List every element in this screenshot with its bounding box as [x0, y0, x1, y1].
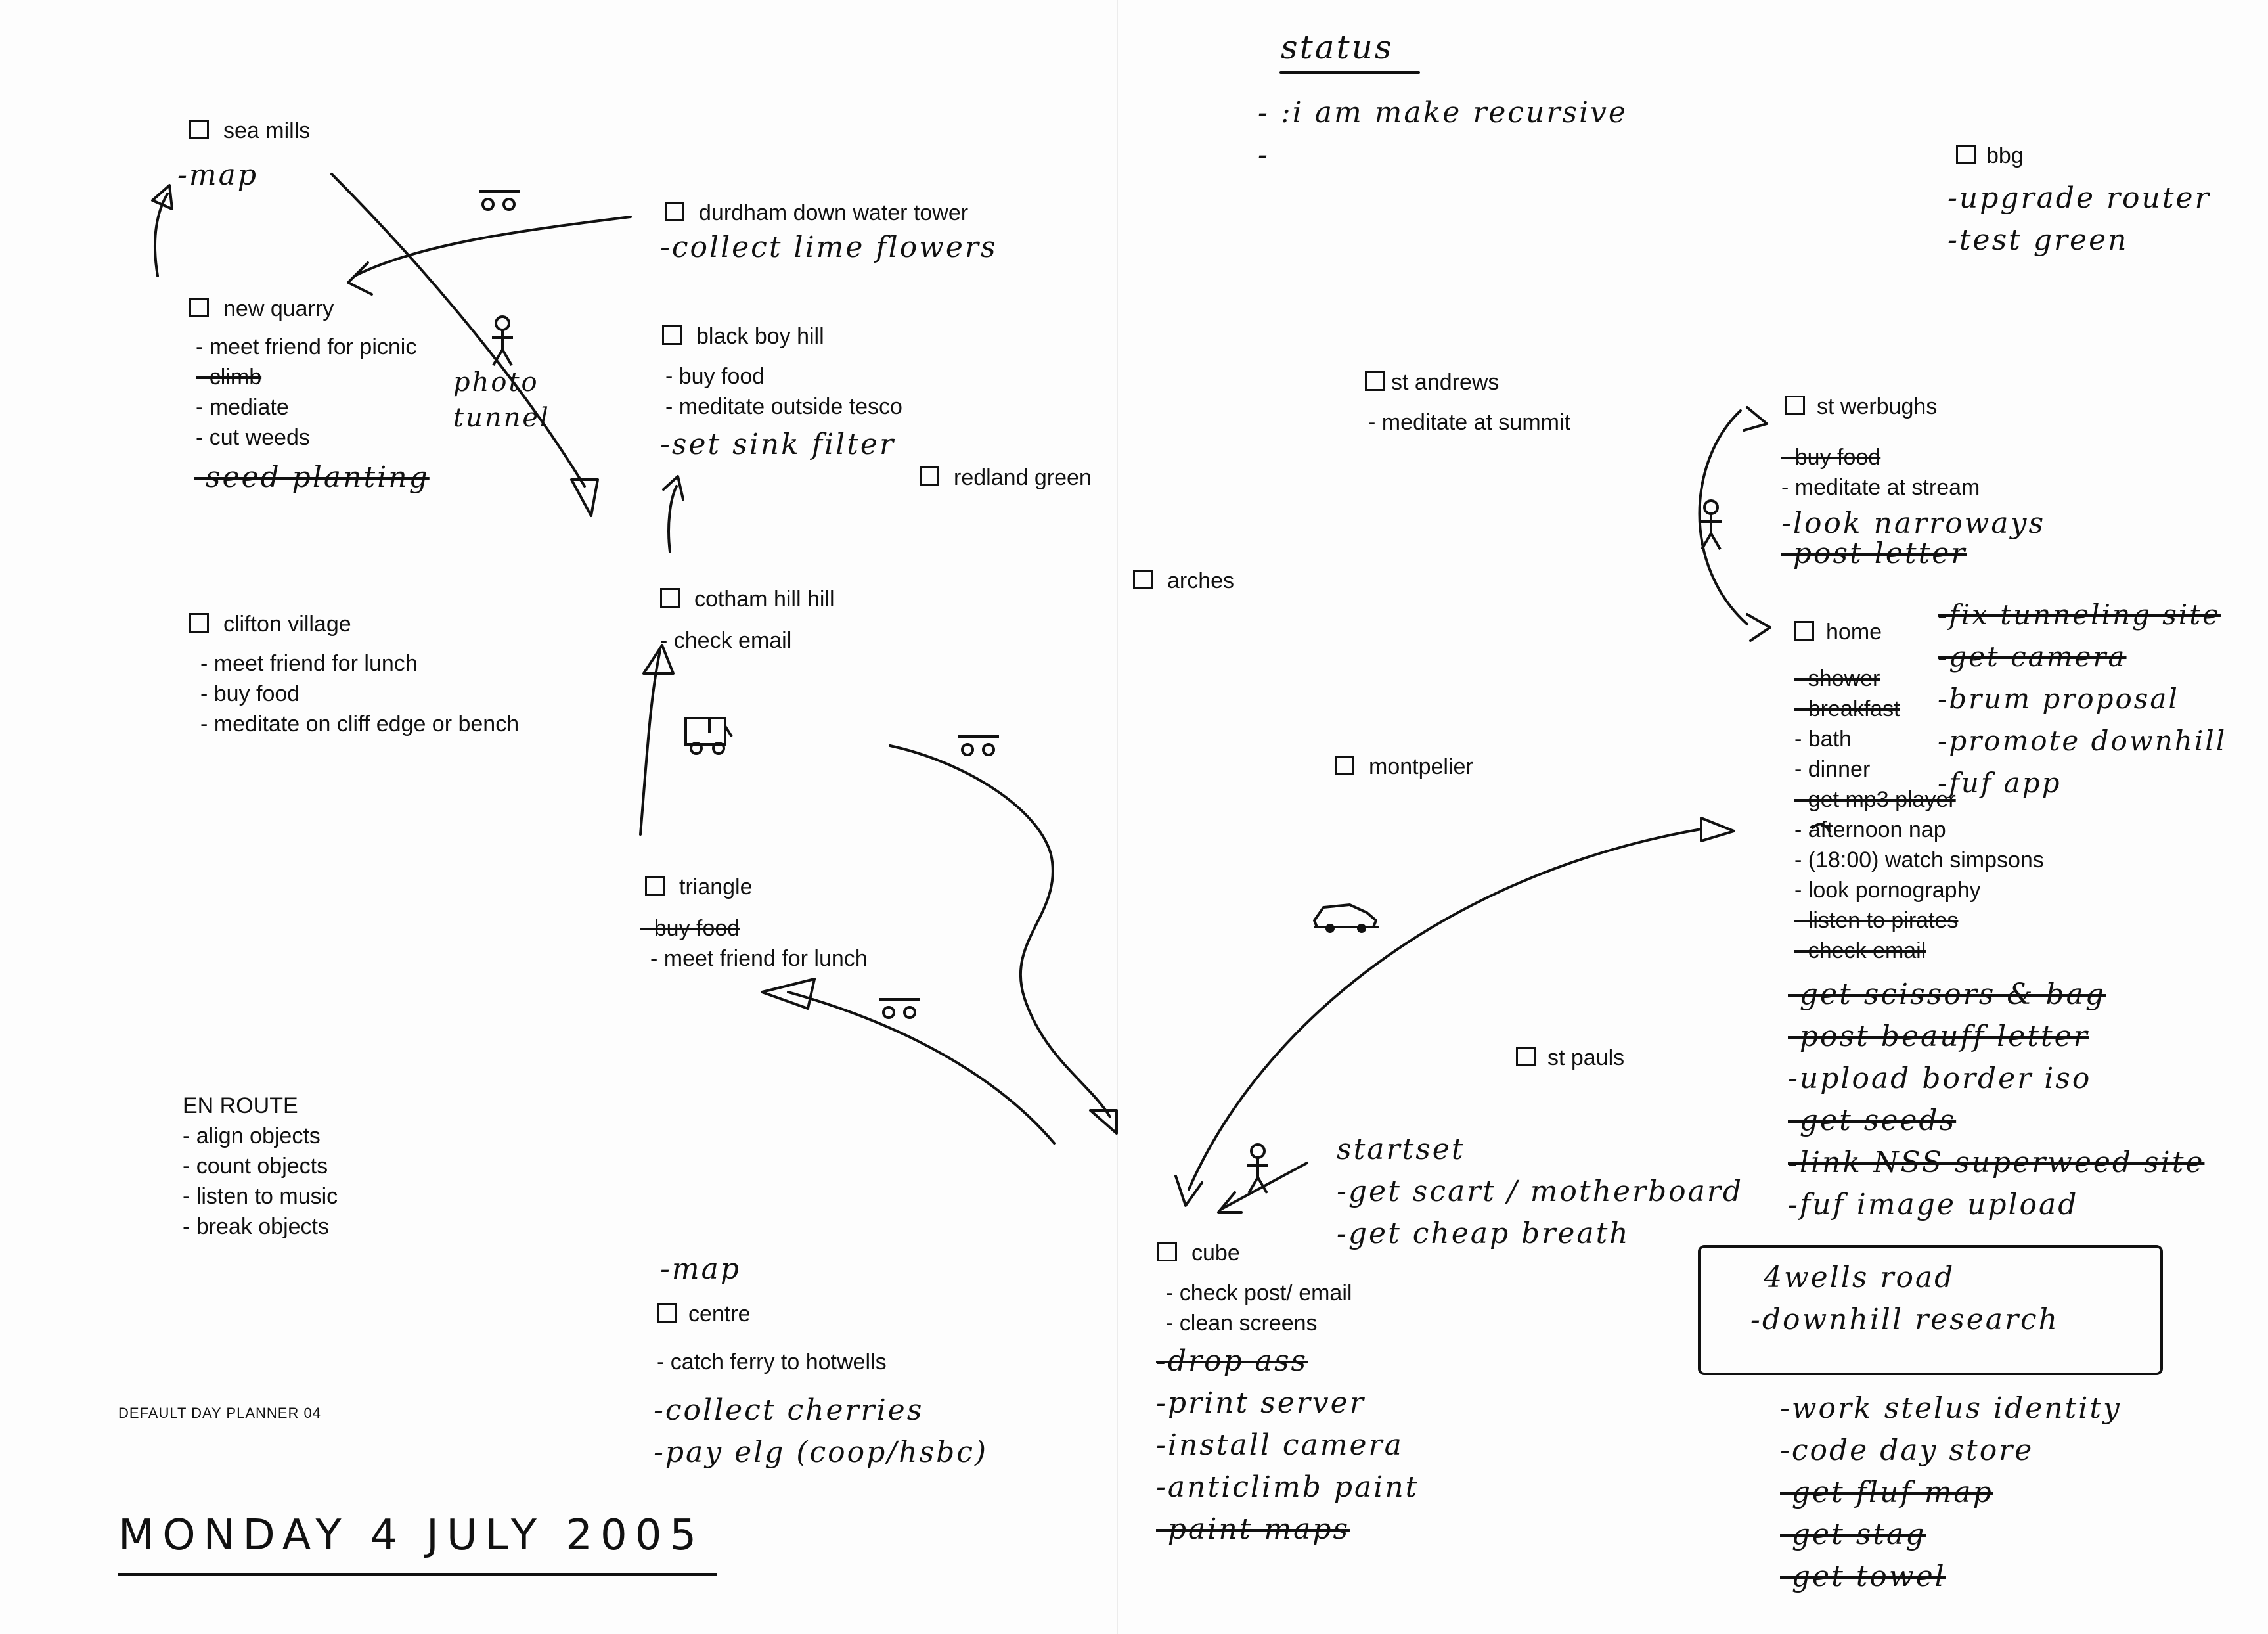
- location-label: st werbughs: [1817, 394, 1938, 419]
- status-line: -: [1258, 138, 1270, 171]
- checkbox[interactable]: [1516, 1047, 1536, 1066]
- arrowhead-st-werbughs: [1744, 407, 1767, 430]
- arrowhead-triangle: [762, 979, 814, 1009]
- task-item-done: - listen to pirates: [1794, 908, 1959, 933]
- centre-items: [657, 1347, 887, 1377]
- location-label: triangle: [679, 874, 753, 899]
- handwritten-note-done: -link NSS superweed site: [1788, 1146, 2205, 1179]
- checkbox[interactable]: [665, 202, 684, 221]
- task-item: - align objects: [183, 1123, 321, 1148]
- task-item-done: - buy food: [640, 916, 740, 941]
- handwritten-note-done: -post beauff letter: [1788, 1020, 2089, 1053]
- stick-figure-icon: [1698, 499, 1724, 552]
- task-item: - catch ferry to hotwells: [657, 1350, 887, 1374]
- handwritten-note: -fuf image upload: [1788, 1188, 2079, 1221]
- arrowhead-home: [1701, 818, 1734, 841]
- location-sea-mills[interactable]: [189, 116, 310, 145]
- location-label: cube: [1191, 1240, 1240, 1265]
- task-item: - mediate: [196, 395, 289, 420]
- handwritten-note: -downhill research: [1750, 1303, 2060, 1336]
- task-item: - meditate outside tesco: [665, 394, 902, 419]
- location-label: cotham hill hill: [694, 587, 835, 612]
- task-item: - bath: [1794, 727, 1852, 752]
- new-quarry-notes: -seed planting: [194, 461, 430, 494]
- en-route-title: EN ROUTE: [183, 1093, 298, 1118]
- task-item: - (18:00) watch simpsons: [1794, 848, 2044, 873]
- clifton-village-items: [200, 648, 519, 739]
- location-st-werbughs[interactable]: [1785, 392, 1937, 421]
- location-label: bbg: [1986, 143, 2024, 168]
- centre-notes-above: -map: [660, 1252, 741, 1286]
- bicycle-icon: [956, 733, 1002, 759]
- handwritten-note: -code day store: [1780, 1434, 2034, 1467]
- arrowhead-home-loop: [1747, 614, 1770, 641]
- handwritten-note: -install camera: [1156, 1428, 1404, 1462]
- checkbox[interactable]: [657, 1303, 677, 1323]
- task-item: - meditate on cliff edge or bench: [200, 712, 520, 737]
- status-title: status: [1281, 28, 1394, 66]
- task-item: - meet friend for lunch: [650, 946, 868, 971]
- location-durdham-down[interactable]: [665, 198, 968, 227]
- home-lower-notes: [1788, 972, 2204, 1225]
- location-label: arches: [1167, 568, 1235, 593]
- st-andrews-items: [1368, 407, 1570, 438]
- checkbox[interactable]: [645, 876, 665, 896]
- checkbox[interactable]: [189, 120, 209, 139]
- location-label: home: [1826, 620, 1882, 645]
- handwritten-note: -work stelus identity: [1780, 1392, 2122, 1425]
- location-label: st pauls: [1547, 1045, 1625, 1070]
- handwritten-note: 4wells road: [1764, 1261, 1955, 1294]
- checkbox[interactable]: [1794, 621, 1814, 641]
- status-notes: [1258, 92, 1628, 176]
- task-item: - buy food: [200, 681, 300, 706]
- task-item: - listen to music: [183, 1184, 338, 1209]
- task-item: - check email: [660, 628, 792, 653]
- route-black-boy-up: [669, 486, 677, 552]
- bicycle-icon: [877, 995, 923, 1022]
- route-redland-to-cube: [890, 746, 1110, 1117]
- checkbox[interactable]: [660, 588, 680, 608]
- location-label: black boy hill: [696, 324, 824, 349]
- task-item: - afternoon nap: [1794, 817, 1946, 842]
- checkbox[interactable]: [920, 466, 939, 486]
- handwritten-note: -upload border iso: [1788, 1062, 2092, 1095]
- task-item-done: - buy food: [1781, 445, 1881, 470]
- bottom-right-notes: [1780, 1386, 2122, 1597]
- handwritten-note: -fuf app: [1938, 767, 2062, 799]
- handwritten-note: -look narroways: [1781, 507, 2046, 540]
- location-cube[interactable]: [1157, 1238, 1240, 1267]
- st-werbughs-notes: [1781, 503, 2045, 575]
- van-icon: [683, 713, 736, 759]
- location-label: redland green: [954, 465, 1092, 490]
- handwritten-note-done: -get fluf map: [1780, 1476, 1993, 1509]
- black-boy-hill-items: [665, 361, 902, 422]
- arrowhead-startset: [1218, 1192, 1241, 1212]
- cube-notes: [1156, 1340, 1419, 1551]
- bicycle-icon: [476, 187, 522, 214]
- location-bbg[interactable]: [1956, 141, 2024, 170]
- bbg-notes: [1947, 177, 2211, 261]
- task-item: - dinner: [1794, 757, 1871, 782]
- handwritten-note: -map: [177, 158, 258, 192]
- checkbox[interactable]: [662, 325, 682, 345]
- planner-footer: DEFAULT DAY PLANNER 04: [118, 1405, 321, 1421]
- location-new-quarry[interactable]: [189, 294, 334, 323]
- sea-mills-notes: [177, 154, 258, 196]
- checkbox[interactable]: [1157, 1242, 1177, 1261]
- handwritten-note-done: -get seeds: [1788, 1104, 1957, 1137]
- handwritten-note: -upgrade router: [1947, 181, 2211, 215]
- handwritten-note: -anticlimb paint: [1156, 1470, 1419, 1504]
- cube-items: [1166, 1278, 1352, 1338]
- checkbox[interactable]: [189, 613, 209, 633]
- triangle-items: [640, 913, 868, 974]
- location-label: clifton village: [223, 612, 351, 637]
- task-item-done: - check email: [1794, 938, 1926, 963]
- arrowhead-new-quarry: [348, 263, 372, 294]
- status-line: - :i am make recursive: [1258, 96, 1628, 129]
- arrowhead-cube: [1176, 1176, 1202, 1206]
- task-item: - clean screens: [1166, 1311, 1318, 1336]
- checkbox[interactable]: [1365, 371, 1385, 391]
- checkbox[interactable]: [1785, 396, 1805, 415]
- handwritten-note-done: -post letter: [1781, 537, 1967, 570]
- task-item: - look pornography: [1794, 878, 1981, 903]
- checkbox[interactable]: [1133, 570, 1153, 589]
- st-werbughs-items: [1781, 442, 1980, 503]
- handwritten-note-done: -get scissors & bag: [1788, 978, 2106, 1011]
- location-arches[interactable]: [1133, 566, 1234, 595]
- location-redland-green[interactable]: [920, 463, 1092, 492]
- handwritten-note-done: -fix tunneling site: [1938, 599, 2221, 631]
- checkbox[interactable]: [1956, 145, 1976, 164]
- task-item-done: - get mp3 player: [1794, 787, 1956, 812]
- task-item: - meet friend for picnic: [196, 334, 417, 359]
- task-item: - buy food: [665, 364, 765, 389]
- location-cotham-hill[interactable]: [660, 585, 835, 614]
- checkbox[interactable]: [189, 298, 209, 317]
- cotham-hill-items: [660, 625, 791, 656]
- date-heading: MONDAY 4 JULY 2005: [118, 1511, 717, 1576]
- handwritten-note: -print server: [1156, 1386, 1366, 1420]
- task-item: - meditate at stream: [1781, 475, 1980, 500]
- black-boy-hill-notes: -set sink filter: [660, 428, 895, 461]
- location-st-pauls[interactable]: [1516, 1043, 1624, 1072]
- checkbox[interactable]: [1335, 756, 1354, 775]
- location-label: montpelier: [1369, 754, 1473, 779]
- route-triangle-to-cotham: [640, 650, 660, 834]
- startset-notes: [1337, 1130, 1743, 1256]
- durdham-notes: -collect lime flowers: [660, 231, 998, 264]
- task-item: - check post/ email: [1166, 1281, 1352, 1305]
- task-item-done: - shower: [1794, 666, 1880, 691]
- boxed-notes: [1750, 1252, 2060, 1336]
- location-label: sea mills: [223, 118, 311, 143]
- location-label: durdham down water tower: [699, 200, 969, 225]
- handwritten-note: -brum proposal: [1938, 683, 2179, 715]
- handwritten-note: -collect cherries: [654, 1394, 924, 1427]
- photo-tunnel-label: photo tunnel: [453, 367, 550, 433]
- handwritten-note-done: -drop ass: [1156, 1344, 1308, 1378]
- handwritten-note: -test green: [1947, 223, 2129, 257]
- handwritten-note: -get scart / motherboard: [1337, 1175, 1744, 1208]
- handwritten-note: -get cheap breath: [1337, 1217, 1630, 1250]
- location-centre[interactable]: [657, 1300, 751, 1328]
- location-home[interactable]: [1794, 618, 1882, 647]
- task-item: - count objects: [183, 1154, 328, 1179]
- location-label: new quarry: [223, 296, 334, 321]
- centre-notes: [654, 1386, 988, 1470]
- location-label: st andrews: [1391, 370, 1500, 395]
- location-black-boy-hill[interactable]: [662, 322, 824, 351]
- task-item: - meditate at summit: [1368, 410, 1570, 435]
- handwritten-note-done: -paint maps: [1156, 1512, 1350, 1546]
- handwritten-note: startset: [1337, 1133, 1465, 1166]
- task-item: - cut weeds: [196, 425, 310, 450]
- route-durdham-to-new-quarry: [355, 217, 631, 276]
- handwritten-note-done: -get stag: [1780, 1518, 1926, 1551]
- task-item: - break objects: [183, 1214, 329, 1239]
- task-item-done: - breakfast: [1794, 696, 1900, 721]
- location-triangle[interactable]: [645, 873, 753, 901]
- handwritten-note: -pay elg (coop/hsbc): [654, 1436, 989, 1469]
- location-label: centre: [688, 1302, 751, 1327]
- handwritten-note: -promote downhill: [1938, 725, 2227, 757]
- location-clifton-village[interactable]: [189, 610, 351, 639]
- task-item-done: - climb: [196, 365, 262, 390]
- stick-figure-icon: [1245, 1143, 1271, 1196]
- location-montpelier[interactable]: [1335, 752, 1473, 781]
- task-item: - meet friend for lunch: [200, 651, 418, 676]
- home-side-notes: [1938, 595, 2227, 805]
- location-st-andrews[interactable]: [1365, 368, 1499, 397]
- arrowhead-sea-mills: [152, 185, 172, 209]
- en-route-list: [183, 1091, 338, 1242]
- arrowhead-cube-east: [1090, 1110, 1117, 1133]
- stick-figure-icon: [489, 315, 516, 368]
- car-icon: [1310, 897, 1383, 936]
- handwritten-note-done: -get camera: [1938, 641, 2127, 673]
- new-quarry-items: [196, 332, 416, 453]
- handwritten-note-done: -get towel: [1780, 1560, 1946, 1593]
